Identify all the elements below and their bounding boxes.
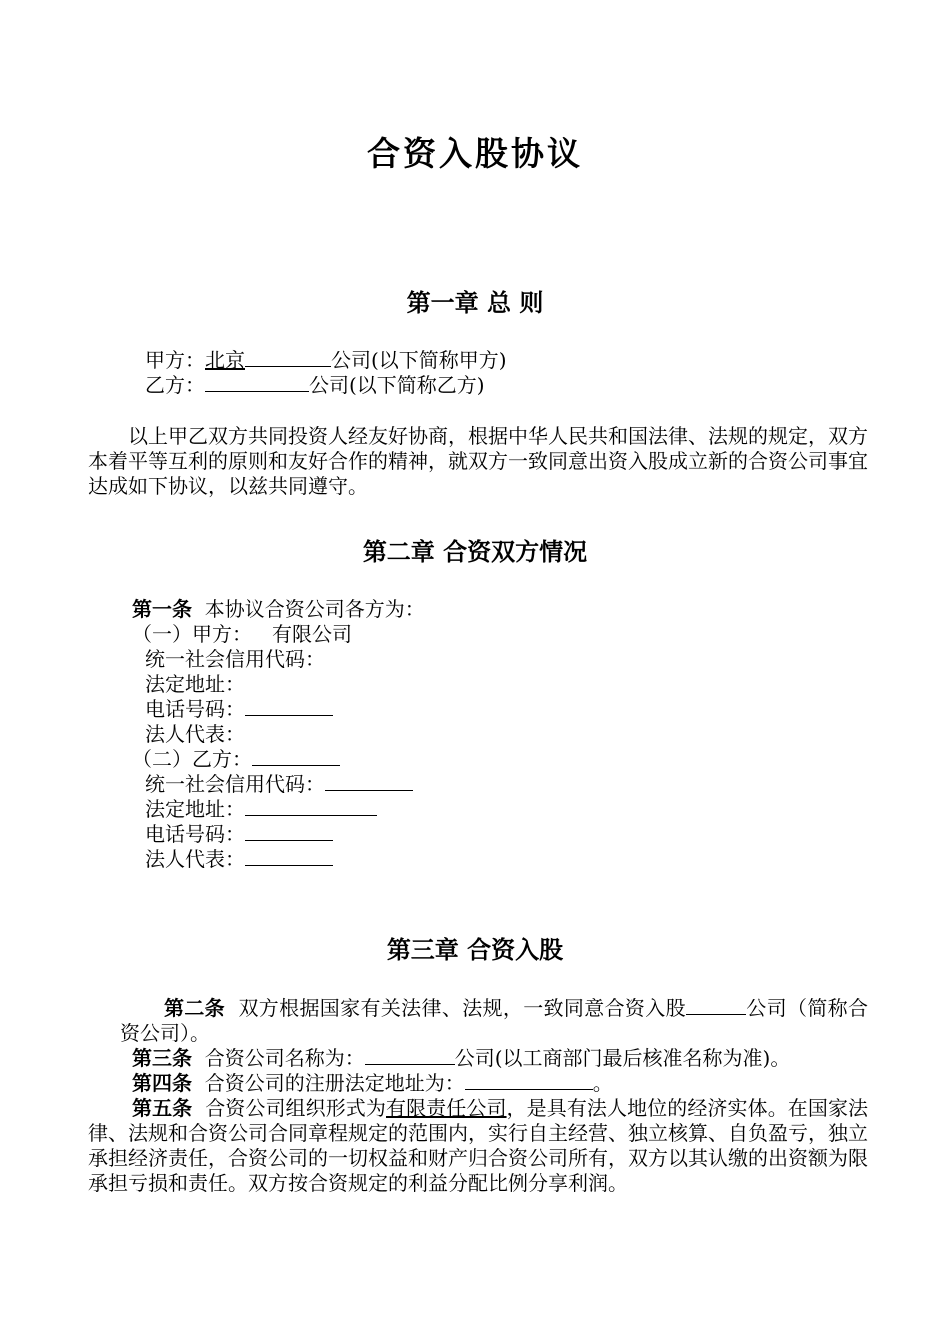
article-2-label: 第二条 bbox=[164, 996, 226, 1020]
party-a-suffix: 公司(以下简称甲方) bbox=[331, 348, 507, 372]
party-b-header: （二）乙方： bbox=[132, 747, 252, 771]
party-b-name-blank[interactable] bbox=[205, 373, 309, 392]
article-3-pre: 合资公司名称为： bbox=[204, 1046, 365, 1070]
article-4-post: 。 bbox=[592, 1071, 613, 1095]
article-5-paragraph bbox=[88, 1096, 868, 1196]
article-5-pre: 合资公司组织形式为 bbox=[205, 1096, 386, 1120]
party-a-name-blank[interactable] bbox=[245, 348, 331, 367]
party-b-header-line bbox=[132, 747, 340, 772]
article-1-line bbox=[132, 597, 425, 622]
party-a-phone-label: 电话号码： bbox=[145, 697, 245, 721]
article-5-label: 第五条 bbox=[132, 1096, 193, 1120]
party-b-address-line bbox=[145, 797, 377, 822]
party-a-rep: 法人代表： bbox=[145, 722, 245, 746]
document-title: 合资入股协议 bbox=[367, 134, 583, 173]
party-b-code-blank[interactable] bbox=[325, 772, 413, 791]
party-b-phone-blank[interactable] bbox=[245, 822, 333, 841]
party-a-header: （一）甲方： bbox=[132, 622, 252, 646]
article-5-post: ，是具有法人地位的经济实体。在国家法律、法规和合资公司合同章程规定的范围内，实行自主经营、独立核算、自负盈亏，独立承担经济责任，合资公司的一切权益和财产归合资公司所有，双方以其认缴的出资额为限承担亏损和责任。双方按合资规定的利益分配比例分享利润。 bbox=[88, 1096, 869, 1195]
party-a-company: 有限公司 bbox=[272, 622, 352, 646]
party-b-line bbox=[145, 373, 485, 398]
article-3-post: 公司(以工商部门最后核准名称为准)。 bbox=[454, 1046, 791, 1070]
party-b-rep-blank[interactable] bbox=[245, 847, 333, 866]
party-a-header-line bbox=[132, 622, 352, 647]
party-a-city: 北京 bbox=[205, 348, 245, 372]
article-3-line bbox=[132, 1046, 790, 1071]
article-3-name-blank[interactable] bbox=[365, 1046, 455, 1065]
article-5-form: 有限责任公司 bbox=[386, 1096, 507, 1120]
article-2-company-blank[interactable] bbox=[686, 996, 746, 1015]
party-b-phone-line bbox=[145, 822, 333, 847]
party-a-line bbox=[145, 348, 507, 373]
article-1-label: 第一条 bbox=[132, 597, 192, 621]
preamble-paragraph: 以上甲乙双方共同投资人经友好协商，根据中华人民共和国法律、法规的规定，双方本着平等互利的原则和友好合作的精神，就双方一致同意出资入股成立新的合资公司事宜达成如下协议，以兹共同遵守。 bbox=[88, 424, 868, 498]
party-b-address-blank[interactable] bbox=[245, 797, 377, 816]
party-b-rep-label: 法人代表： bbox=[145, 847, 245, 871]
article-2-pre: 双方根据国家有关法律、法规，一致同意合资入股 bbox=[238, 996, 686, 1020]
article-1-text: 本协议合资公司各方为： bbox=[204, 597, 425, 621]
party-b-rep-line bbox=[145, 847, 333, 872]
article-3-label: 第三条 bbox=[132, 1046, 192, 1070]
party-b-address-label: 法定地址： bbox=[145, 797, 245, 821]
article-4-address-blank[interactable] bbox=[465, 1071, 593, 1090]
party-b-name-blank-2[interactable] bbox=[252, 747, 340, 766]
party-b-code-line bbox=[145, 772, 413, 797]
chapter-3-heading: 第三章 合资入股 bbox=[386, 935, 564, 964]
article-4-label: 第四条 bbox=[132, 1071, 192, 1095]
article-2-post: 公司（简称合资公司）。 bbox=[120, 996, 869, 1045]
article-2-paragraph bbox=[120, 996, 868, 1046]
party-a-phone-blank[interactable] bbox=[245, 697, 333, 716]
chapter-2-heading: 第二章 合资双方情况 bbox=[362, 537, 588, 566]
party-a-label: 甲方： bbox=[145, 348, 205, 372]
party-a-phone-line bbox=[145, 697, 333, 722]
party-a-code: 统一社会信用代码： bbox=[145, 647, 325, 671]
party-b-phone-label: 电话号码： bbox=[145, 822, 245, 846]
article-4-line bbox=[132, 1071, 613, 1096]
party-a-address: 法定地址： bbox=[145, 672, 245, 696]
party-b-code-label: 统一社会信用代码： bbox=[145, 772, 325, 796]
party-b-suffix: 公司(以下简称乙方) bbox=[309, 373, 485, 397]
party-b-label: 乙方： bbox=[145, 373, 205, 397]
chapter-1-heading: 第一章 总 则 bbox=[406, 288, 544, 317]
article-4-pre: 合资公司的注册法定地址为： bbox=[204, 1071, 465, 1095]
